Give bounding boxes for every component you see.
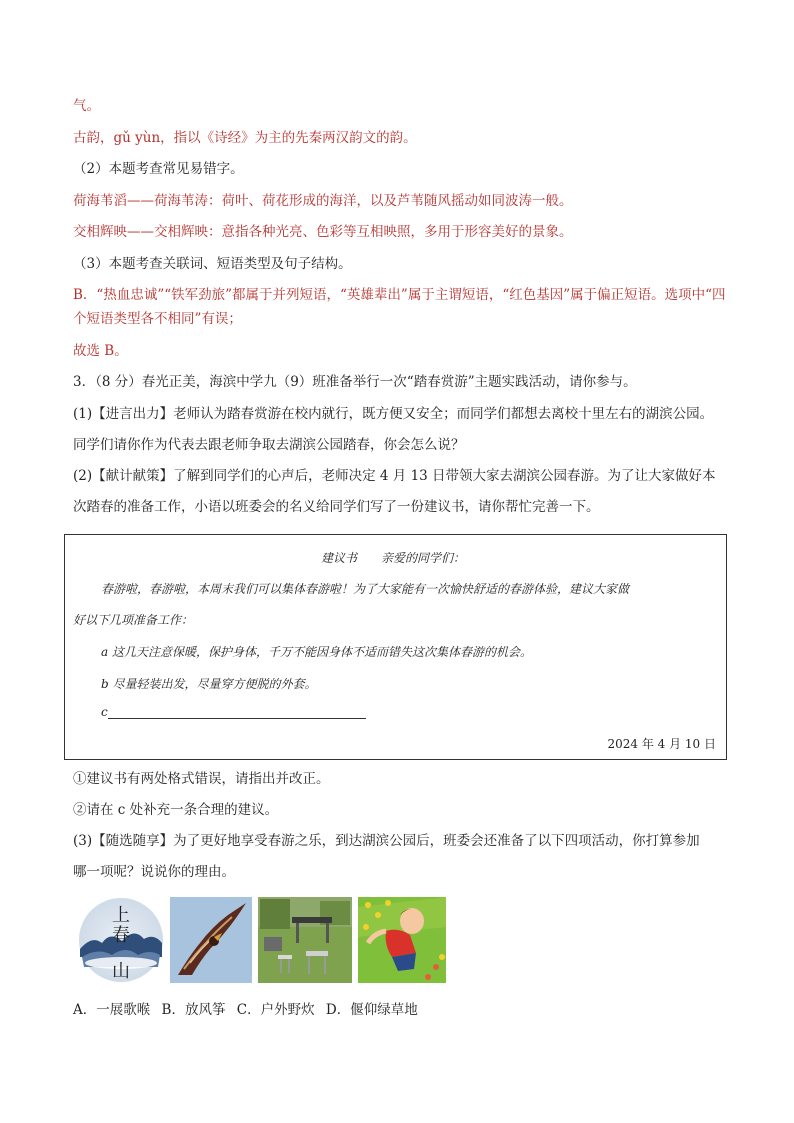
option-d[interactable]: D．偃仰绿草地 — [325, 1002, 418, 1018]
answer-line: 荷海苇滔——荷海苇涛：荷叶、荷花形成的海洋，以及芦苇随风摇动如同波涛一般。 — [73, 192, 573, 209]
answer-line: B．“热血忠诚”“铁军劲旅”都属于并列短语，“英雄辈出”属于主谓短语，“红色基因”属于偏正短语。选项中“四 — [73, 287, 726, 303]
answer-line: 古韵，gǔ yùn，指以《诗经》为主的先秦两汉韵文的韵。 — [73, 129, 417, 146]
logo-char: 山 — [112, 961, 130, 982]
logo-char: 春 — [112, 925, 130, 946]
question-part: (1)【进言出力】老师认为踏春赏游在校内就行，既方便又安全；而同学们都想去离校十里左右的湖滨公园。 — [73, 405, 714, 422]
question-part: 同学们请你作为代表去跟老师争取去湖滨公园踏春，你会怎么说？ — [73, 436, 465, 453]
question-part: (2)【献计献策】了解到同学们的心声后，老师决定 4 月 13 日带领大家去湖滨公园春游。为了让大家做好本 — [73, 468, 716, 484]
question-sub: ②请在 c 处补充一条合理的建议。 — [73, 802, 279, 818]
letter-body: 春游啦，春游啦，本周末我们可以集体春游啦！为了大家能有一次愉快舒适的春游体验，建议大家做 — [101, 582, 630, 596]
answer-line: 气。 — [73, 98, 100, 114]
question-part: 哪一项呢？说说你的理由。 — [73, 864, 235, 880]
lying-on-grass-image — [358, 897, 446, 983]
letter-item-c: c — [101, 705, 366, 719]
picnic-image — [258, 897, 352, 983]
answer-body — [73, 96, 733, 529]
logo-char: 上 — [112, 905, 130, 926]
question-part: 次踏春的准备工作，小语以班委会的名义给同学们写了一份建议书，请你帮忙完善一下。 — [73, 499, 600, 515]
section-heading: （2）本题考查常见易错字。 — [73, 161, 244, 177]
option-a[interactable]: A．一展歌喉 — [73, 1002, 151, 1018]
question-title: 3．（8 分）春光正美，海滨中学九（9）班准备举行一次“踏春赏游”主题实践活动，请你参与。 — [73, 374, 637, 390]
answer-line: 交相辉映——交相辉映：意指各种光亮、色彩等互相映照，多用于形容美好的景象。 — [73, 224, 573, 240]
section-heading: （3）本题考查关联词、短语类型及句子结构。 — [73, 255, 352, 272]
letter-date: 2024 年 4 月 10 日 — [607, 737, 716, 751]
question-part: (3)【随选随享】为了更好地享受春游之乐，到达湖滨公园后，班委会还准备了以下四项活动，你打算参加 — [73, 833, 700, 849]
proposal-letter-box — [64, 534, 727, 760]
option-b[interactable]: B．放风筝 — [161, 1002, 226, 1018]
answer-options — [73, 998, 425, 1018]
question-sub: ①建议书有两处格式错误，请指出并改正。 — [73, 771, 330, 787]
option-c[interactable]: C．户外野炊 — [236, 1002, 315, 1018]
letter-item-b: b 尽量轻装出发，尽量穿方便脱的外套。 — [101, 677, 317, 691]
letter-item-a: a 这几天注意保暖，保护身体，千万不能因身体不适而错失这次集体春游的机会。 — [101, 645, 532, 659]
answer-line: 个短语类型各不相同”有误； — [73, 311, 242, 327]
letter-body: 好以下几项准备工作： — [73, 613, 194, 627]
shangchunshan-logo-image — [78, 897, 164, 983]
after-letter — [73, 769, 733, 894]
answer-blank[interactable] — [108, 706, 366, 719]
kite-image — [170, 897, 252, 983]
answer-line: 故选 B。 — [73, 342, 128, 359]
letter-heading: 建议书 亲爱的同学们： — [321, 551, 466, 565]
